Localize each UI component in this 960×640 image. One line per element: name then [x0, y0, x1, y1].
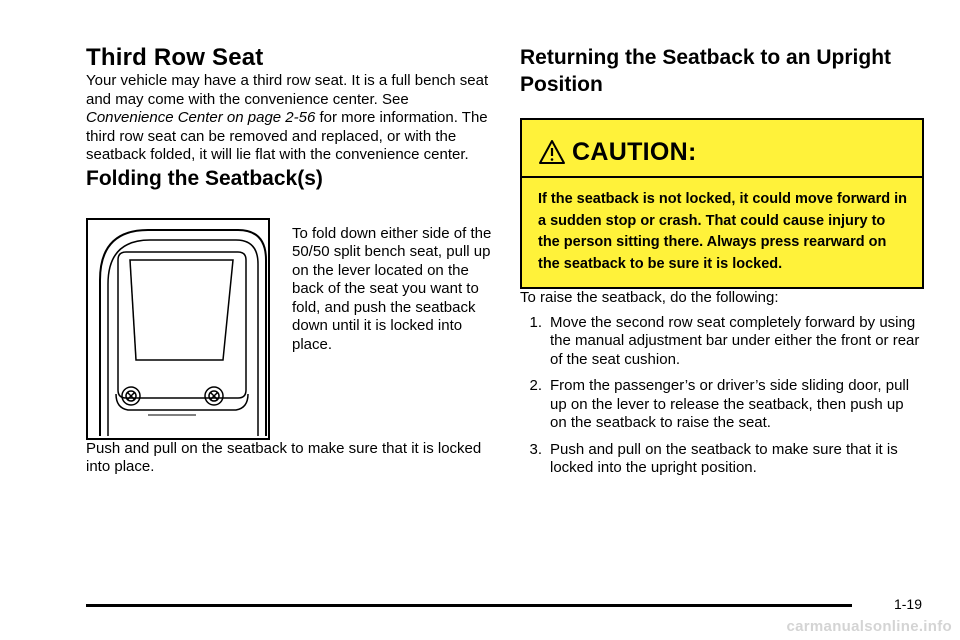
step-list	[520, 314, 924, 478]
left-column	[86, 44, 496, 477]
raise-intro: To raise the seatback, do the following:	[520, 289, 779, 306]
push-pull-paragraph: Push and pull on the seatback to make sure that it is locked into place.	[86, 439, 482, 475]
list-item	[520, 377, 924, 433]
seatback-lever-illustration	[86, 218, 270, 440]
caution-text: If the seatback is not locked, it could move forward in a sudden stop or crash. That could cause injury to the person sitting there. Always press rearward on the seatback to be sure it is locked.	[538, 191, 908, 272]
footer-rule	[86, 604, 852, 607]
subsection-title-upright: Returning the Seatback to an Upright Position	[520, 46, 892, 96]
list-item	[520, 441, 924, 478]
intro-paragraph	[86, 72, 496, 165]
step-number: 1.	[529, 313, 542, 331]
step-number: 3.	[529, 440, 542, 458]
cross-reference-link[interactable]: Convenience Center on page 2-56	[86, 109, 316, 126]
caution-header	[522, 120, 922, 178]
step-text: Move the second row seat completely forward by using the manual adjustment bar under either the front or rear of the seat cushion.	[550, 313, 920, 368]
step-text: From the passenger’s or driver’s side sliding door, pull up on the lever to release the seatback, then push up on the seatback to raise the seat.	[550, 377, 910, 431]
list-item	[520, 314, 924, 370]
page-number: 1-19	[893, 596, 922, 612]
seatback-panel-drawing	[88, 220, 268, 438]
section-title-third-row-seat: Third Row Seat	[86, 44, 264, 71]
step-number: 2.	[529, 377, 542, 394]
figure-row	[86, 210, 496, 440]
intro-text-before: Your vehicle may have a third row seat. It is a full bench seat and may come with the convenience center. See	[86, 72, 489, 108]
watermark: carmanualsonline.info	[786, 618, 952, 635]
subsection-title-folding: Folding the Seatback(s)	[86, 166, 323, 190]
warning-triangle-icon	[538, 139, 566, 165]
right-column	[520, 44, 924, 486]
caution-box	[520, 118, 924, 289]
step-text: Push and pull on the seatback to make sure that it is locked into the upright position.	[550, 440, 898, 476]
intro-text-after: for more information. The third row seat can be removed and replaced, or with the seatback folded, it will lie flat with the convenience center.	[86, 109, 488, 163]
folding-instructions: To fold down either side of the 50/50 split bench seat, pull up on the lever located on the back of the seat you want to fold, and push the seatback down until it is locked into place.	[292, 224, 492, 353]
caution-label: CAUTION:	[572, 137, 697, 166]
